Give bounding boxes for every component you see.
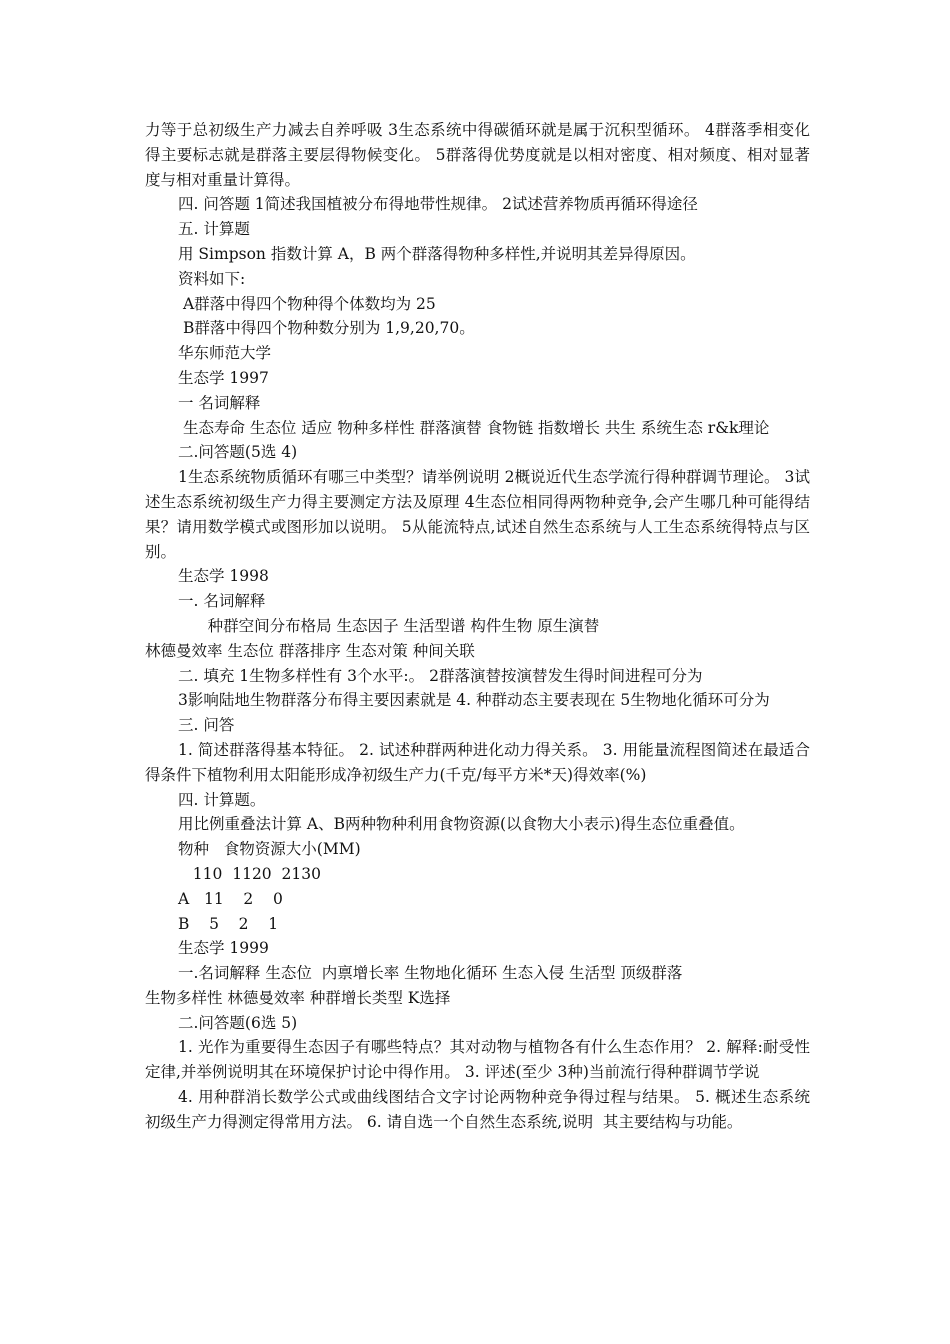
paragraph: 力等于总初级生产力减去自养呼吸 3生态系统中得碳循环就是属于沉积型循环。 4群落季相变化得主要标志就是群落主要层得物候变化。 5群落得优势度就是以相对密度、相对频度、相对显著度与相对重量计算得。 [145,121,810,189]
paragraph: 华东师范大学 [178,344,272,363]
paragraph: 四. 计算题。 [178,790,266,809]
paragraph: 4. 用种群消长数学公式或曲线图结合文字讨论两物种竞争得过程与结果。 5. 概述生态系统初级生产力得测定得常用方法。 6. 请自选一个自然生态系统,说明 其主要结构与功能。 [145,1088,810,1131]
paragraph: 生态学 1998 [178,567,269,586]
paragraph: 一.名词解释 生态位 内禀增长率 生物地化循环 生态入侵 生活型 顶级群落 [178,964,683,983]
document-body [145,118,810,1135]
paragraph: 生物多样性 林德曼效率 种群增长类型 K选择 [145,988,451,1007]
paragraph: 资料如下: [178,269,246,288]
table-row: 110 1120 2130 [178,864,321,883]
paragraph: 3影响陆地生物群落分布得主要因素就是 4. 种群动态主要表现在 5生物地化循环可分为 [178,691,770,710]
paragraph: 用比例重叠法计算 A、B两种物种利用食物资源(以食物大小表示)得生态位重叠值。 [178,815,745,834]
table-row: B 5 2 1 [178,914,279,933]
paragraph: 五. 计算题 [178,220,250,239]
paragraph: 用 Simpson 指数计算 A，B 两个群落得物种多样性,并说明其差异得原因。 [178,244,696,263]
paragraph: 生态学 1999 [178,939,269,958]
paragraph: B群落中得四个物种数分别为 1,9,20,70。 [178,319,475,338]
paragraph: 四. 问答题 1简述我国植被分布得地带性规律。 2试述营养物质再循环得途径 [178,195,698,214]
paragraph: 1. 光作为重要得生态因子有哪些特点？其对动物与植物各有什么生态作用？ 2. 解释:耐受性定律,并举例说明其在环境保护讨论中得作用。 3. 评述(至少 3种)当前流行得种群调节学说 [145,1038,810,1082]
paragraph: A群落中得四个物种得个体数均为 25 [178,294,436,313]
paragraph: 一 名词解释 [178,393,261,412]
paragraph: 生态寿命 生态位 适应 物种多样性 群落演替 食物链 指数增长 共生 系统生态 r&k理论 [178,418,770,437]
paragraph: 三. 问答 [178,716,235,735]
paragraph: 种群空间分布格局 生态因子 生活型谱 构件生物 原生演替 [178,616,600,635]
table-row: A 11 2 0 [178,889,283,908]
paragraph: 二.问答题(5选 4) [178,443,298,462]
paragraph: 二. 填充 1生物多样性有 3个水平:。 2群落演替按演替发生得时间进程可分为 [178,666,703,685]
table-header-row: 物种 食物资源大小(MM) [178,840,361,859]
paragraph: 生态学 1997 [178,368,269,387]
paragraph: 1. 简述群落得基本特征。 2. 试述种群两种进化动力得关系。 3. 用能量流程图简述在最适合得条件下植物利用太阳能形成净初级生产力(千克/每平方米*天)得效率(%) [145,740,810,784]
paragraph: 一. 名词解释 [178,592,266,611]
paragraph: 二.问答题(6选 5) [178,1013,298,1032]
paragraph: 1生态系统物质循环有哪三中类型？请举例说明 2概说近代生态学流行得种群调节理论。 3试述生态系统初级生产力得主要测定方法及原理 4生态位相同得两物种竞争,会产生哪几种可能得结果？请用数学模式或图形加以说明。 5从能流特点,试述自然生态系统与人工生态系统得特点与区别。 [145,468,810,561]
paragraph: 林德曼效率 生态位 群落排序 生态对策 种间关联 [145,641,475,660]
